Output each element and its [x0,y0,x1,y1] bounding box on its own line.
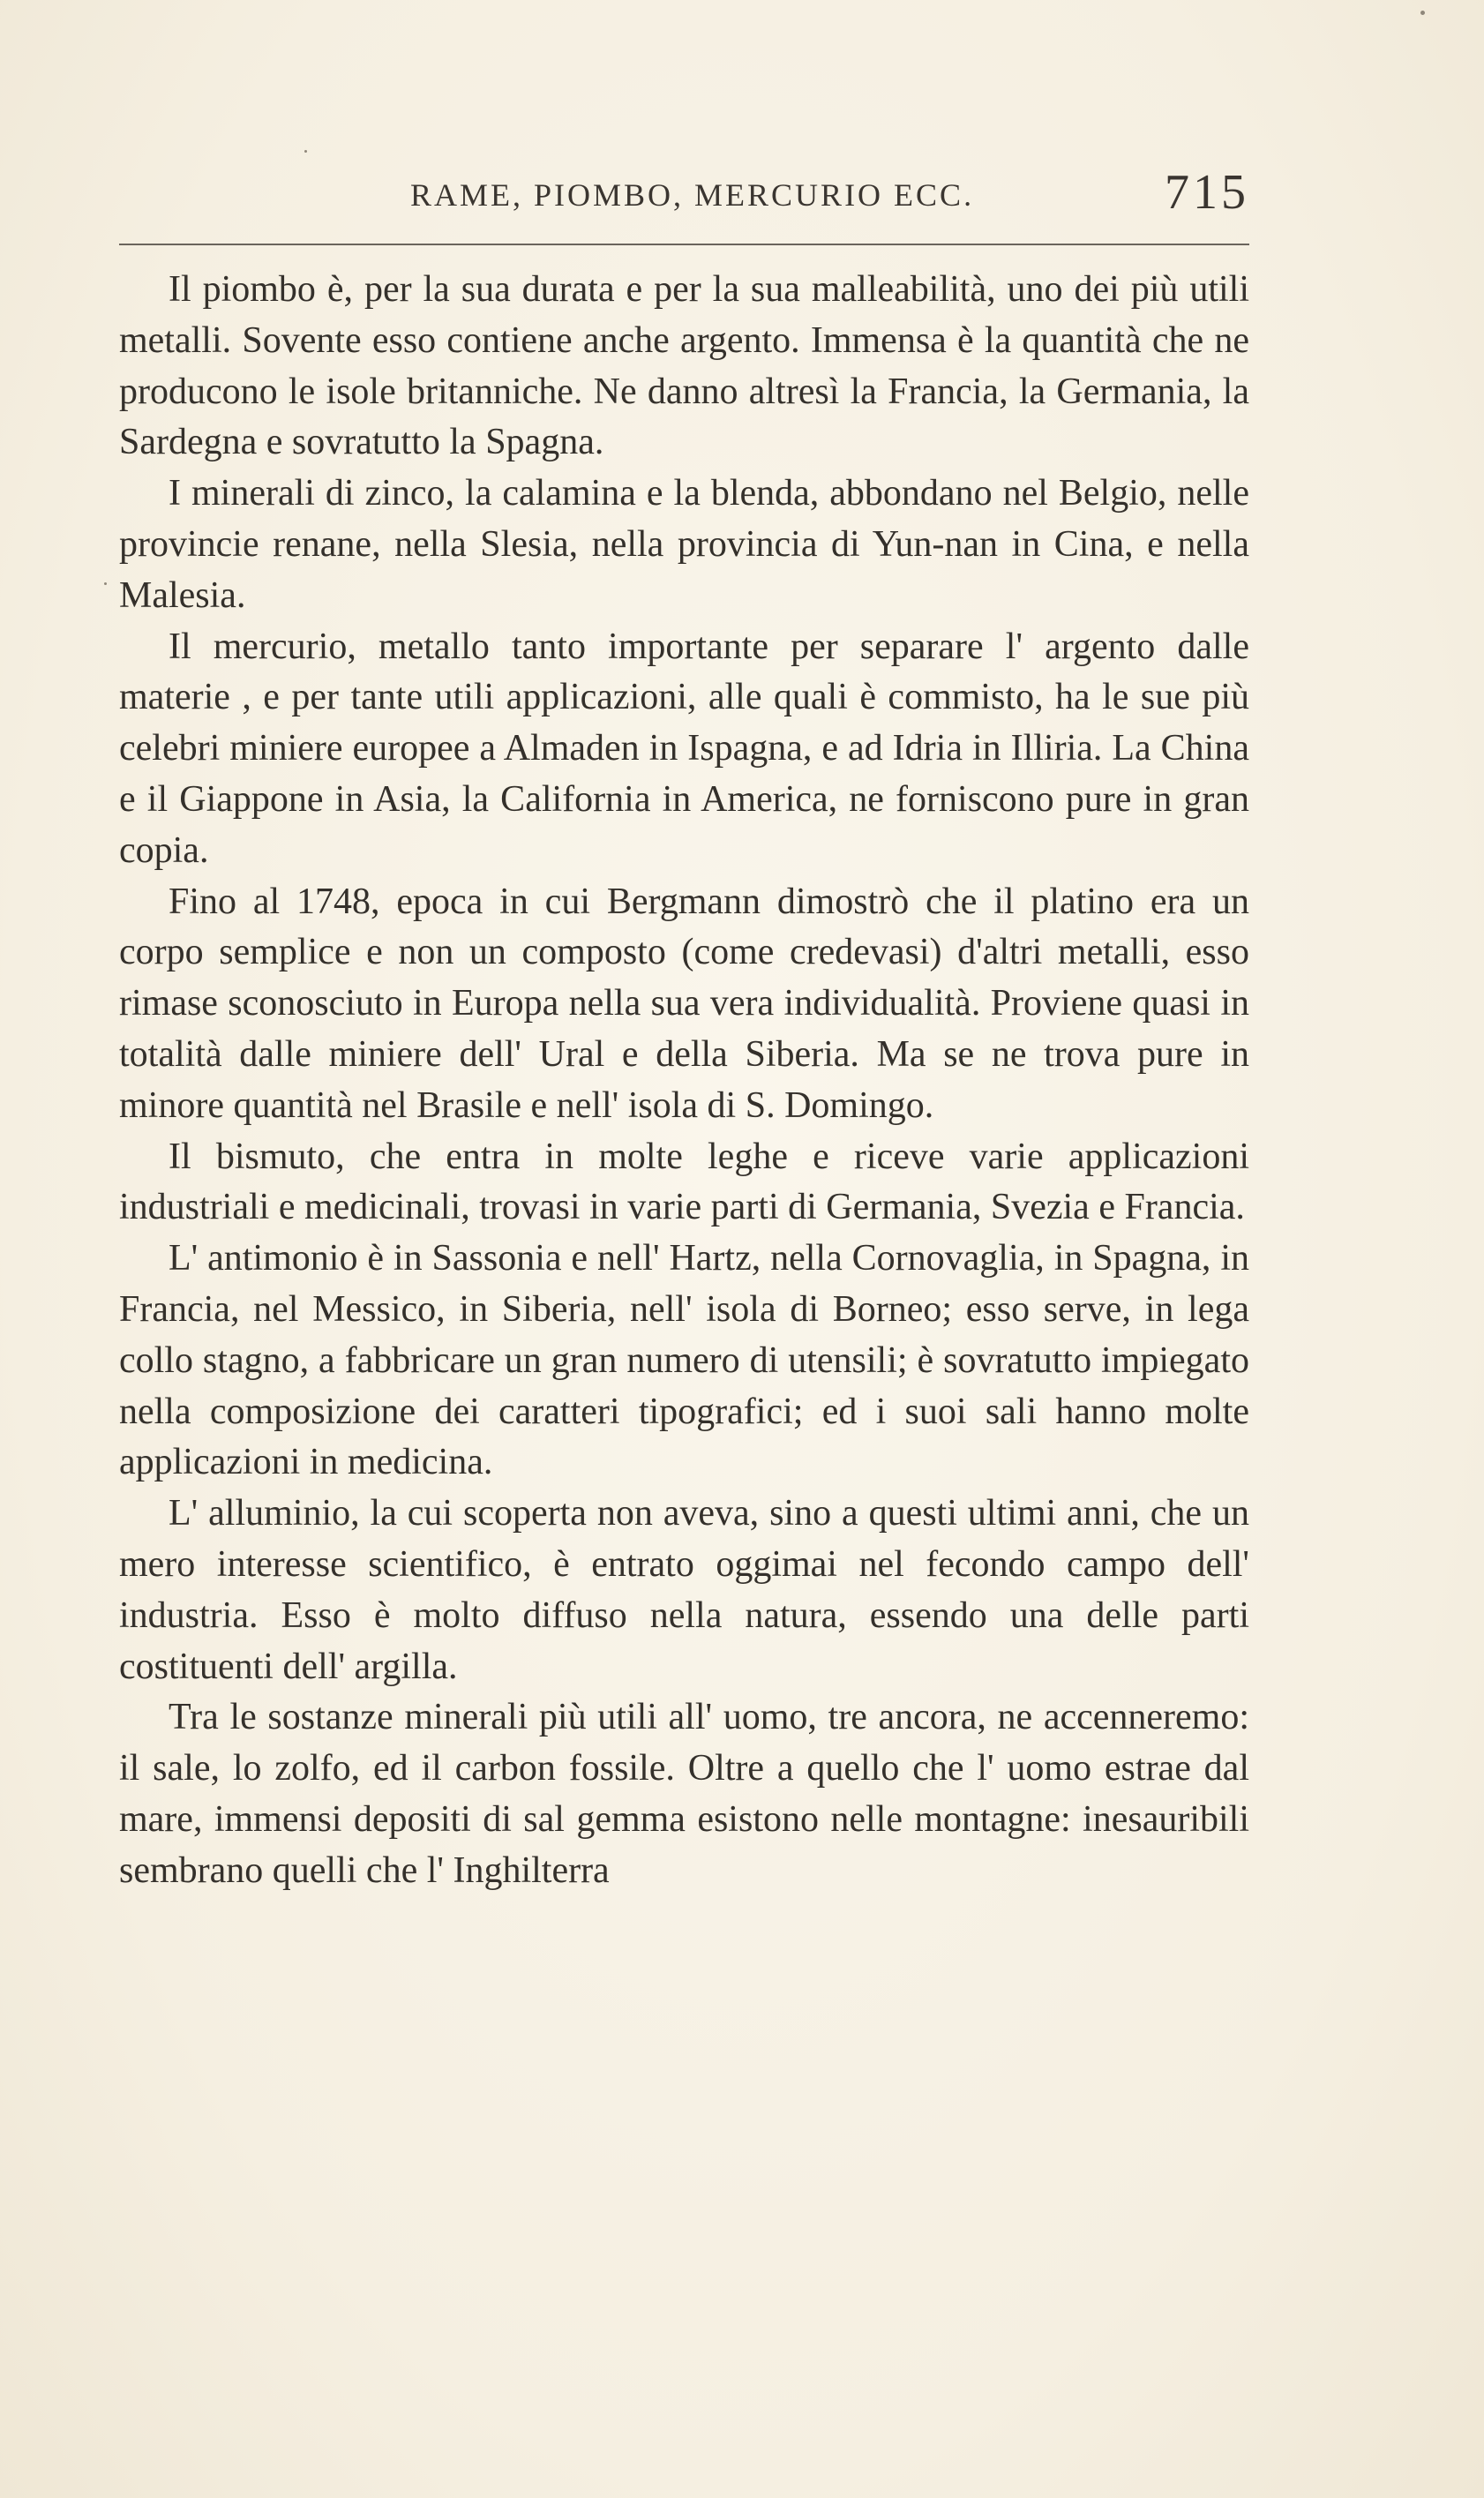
paper-speck [304,150,307,153]
header-rule [119,244,1249,245]
paragraph-piombo: Il piombo è, per la sua durata e per la sua malleabilità, uno dei più utili metalli. Sovente esso contiene anche argento. Immensa è la quantità che ne producono le isole britanniche. Ne danno altresì la Francia, la Germania, la Sardegna e sovratutto la Spagna. [119,269,1249,463]
paper-speck [104,582,107,585]
paragraph-platino: Fino al 1748, epoca in cui Bergmann dimostrò che il platino era un corpo semplice e non un composto (come credevasi) d'altri metalli, esso rimase sconosciuto in Europa nella sua vera individualità. Proviene quasi in totalità dalle miniere dell' Ural e della Siberia. Ma se ne trova pure in minore quantità nel Brasile e nell' isola di S. Domingo. [119,881,1249,1126]
paragraph-alluminio: L' alluminio, la cui scoperta non aveva, sino a questi ultimi anni, che un mero interesse scientifico, è entrato oggimai nel fecondo campo dell' industria. Esso è molto diffuso nella natura, essendo una delle parti costituenti dell' argilla. [119,1493,1249,1687]
page-header [119,164,1249,235]
running-head: RAME, PIOMBO, MERCURIO ECC. [410,177,975,213]
page-number: 715 [1165,165,1249,220]
paragraph-zinco: I minerali di zinco, la calamina e la blenda, abbondano nel Belgio, nelle provincie renane, nella Slesia, nella provincia di Yun-nan in Cina, e nella Malesia. [119,473,1249,616]
body-text [119,265,1249,1897]
paragraph-antimonio: L' antimonio è in Sassonia e nell' Hartz, nella Cornovaglia, in Spagna, in Francia, nel Messico, in Siberia, nell' isola di Borneo; esso serve, in lega collo stagno, a fabbricare un gran numero di utensili; è sovratutto impiegato nella composizione dei caratteri tipografici; ed i suoi sali hanno molte applicazioni in medicina. [119,1238,1249,1483]
paper-speck [1420,11,1425,15]
paragraph-bismuto: Il bismuto, che entra in molte leghe e riceve varie applicazioni industriali e medicinali, trovasi in varie parti di Germania, Svezia e Francia. [119,1136,1249,1228]
paragraph-sostanze: Tra le sostanze minerali più utili all' uomo, tre ancora, ne accenneremo: il sale, lo zolfo, ed il carbon fossile. Oltre a quello che l' uomo estrae dal mare, immensi depositi di sal gemma esistono nelle montagne: inesauribili sembrano quelli che l' Inghilterra [119,1697,1249,1891]
paragraph-mercurio: Il mercurio, metallo tanto importante per separare l' argento dalle materie , e per tante utili applicazioni, alle quali è commisto, ha le sue più celebri miniere europee a Almaden in Ispagna, e ad Idria in Illiria. La China e il Giappone in Asia, la California in America, ne forniscono pure in gran copia. [119,626,1249,871]
